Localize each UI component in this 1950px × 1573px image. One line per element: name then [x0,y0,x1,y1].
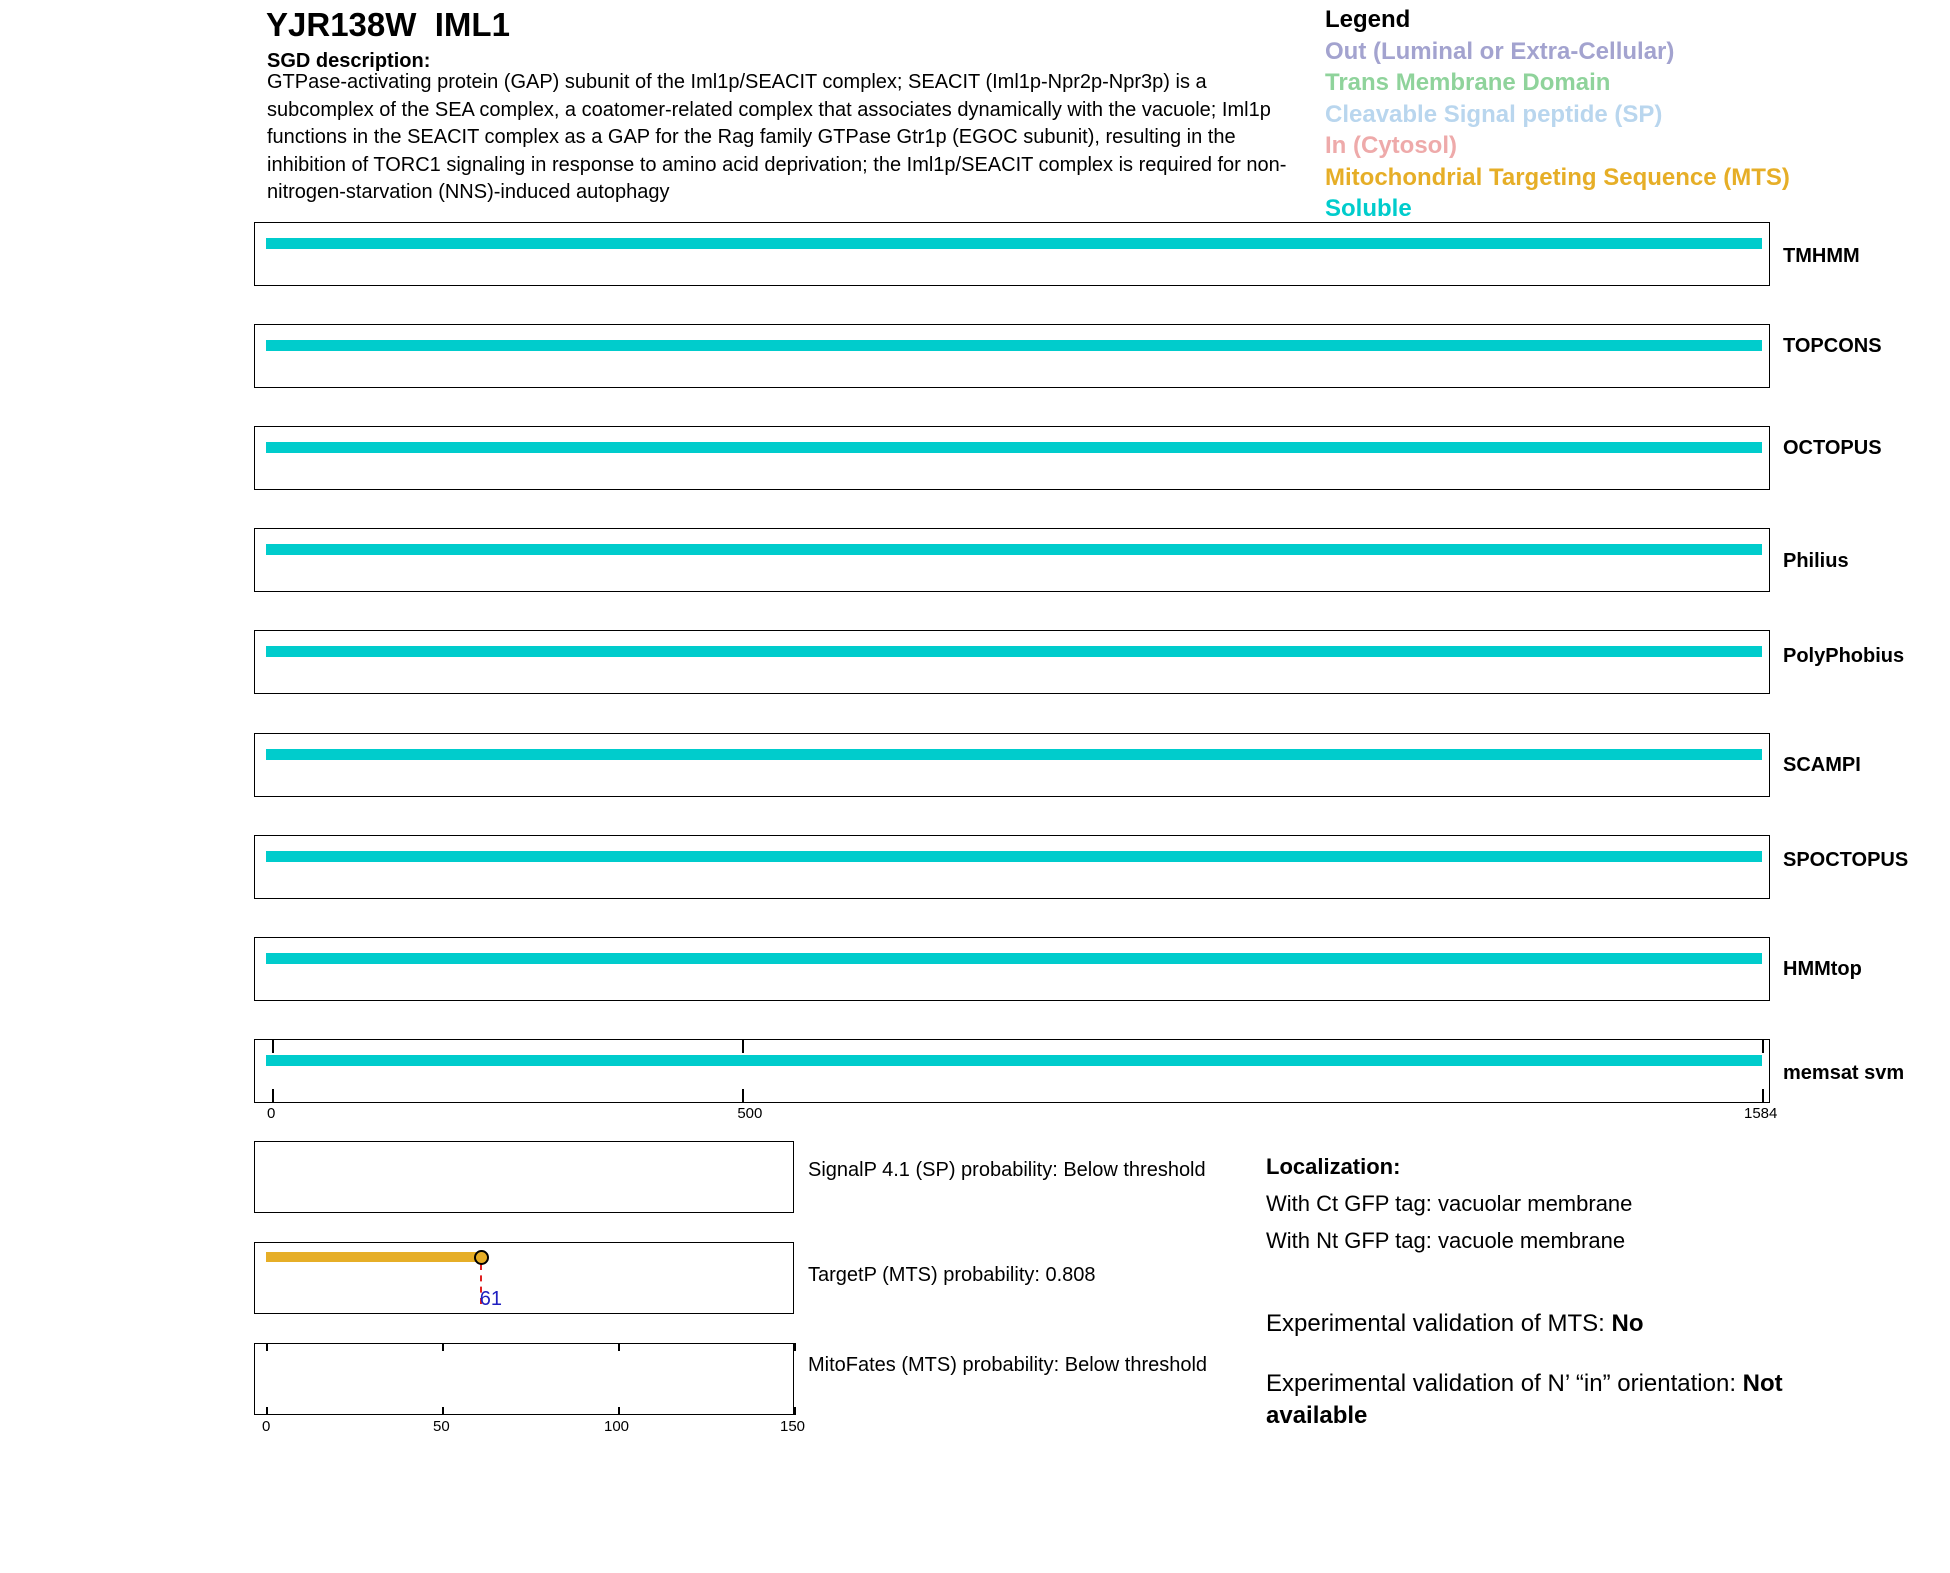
track-bar-scampi [266,749,1762,760]
localization-nt-gfp: With Nt GFP tag: vacuole membrane [1266,1228,1626,1253]
small-tick-label-150: 150 [780,1418,806,1435]
track-bar-tmhmm [266,238,1762,249]
experimental-orientation-value: Not available [1266,1370,1783,1429]
track-label-topcons: TOPCONS [1783,335,1882,357]
mitofates-box [254,1343,794,1415]
small-tick-mark-bottom [442,1407,444,1415]
track-philius [254,528,1770,592]
experimental-mts-value: No [1611,1310,1644,1337]
signalp-label: SignalP 4.1 (SP) probability: Below threshold [808,1159,1206,1181]
gene-name: IML1 [434,6,510,43]
main-tick-label-1584: 1584 [1744,1105,1778,1122]
track-spoctopus [254,835,1770,899]
main-tick-mark-bottom [742,1089,744,1103]
legend-title: Legend [1325,6,1411,33]
legend-item-soluble: Soluble [1325,195,1412,222]
track-bar-octopus [266,442,1762,453]
track-label-polyphobius: PolyPhobius [1783,645,1905,667]
small-tick-mark-bottom [794,1407,796,1415]
legend-item-out: Out (Luminal or Extra-Cellular) [1325,37,1675,65]
track-label-scampi: SCAMPI [1783,754,1861,776]
legend-item-sp: Cleavable Signal peptide (SP) [1325,100,1663,128]
track-topcons [254,324,1770,388]
sgd-heading: SGD description: [267,50,431,72]
targetp-label: TargetP (MTS) probability: 0.808 [808,1264,1096,1286]
main-tick-mark-top [742,1039,744,1053]
track-label-philius: Philius [1783,550,1849,572]
small-tick-mark [266,1343,268,1351]
track-label-tmhmm: TMHMM [1783,245,1860,267]
localization-heading: Localization: [1266,1154,1401,1179]
signalp-box [254,1141,794,1213]
track-scampi [254,733,1770,797]
track-tmhmm [254,222,1770,286]
legend-item-tmd: Trans Membrane Domain [1325,69,1611,96]
track-bar-philius [266,544,1762,555]
gene-id: YJR138W [266,6,417,43]
small-tick-mark [442,1343,444,1351]
track-memsat-svm [254,1039,1770,1103]
targetp-cleavage-marker [474,1250,489,1265]
targetp-cleavage-label: 61 [479,1288,502,1310]
mitofates-label: MitoFates (MTS) probability: Below threshold [808,1354,1208,1376]
small-tick-mark-bottom [618,1407,620,1415]
sgd-description: GTPase-activating protein (GAP) subunit of the Iml1p/SEACIT complex; SEACIT (Iml1p-Npr2p-Npr3p) is a subcomplex of the SEA complex, a coatomer-related complex that associates dynamically with the vacuole; Iml1p functions in the SEACIT complex as a GAP for the Rag family GTPase Gtr1p (EGOC subunit), resulting in the inhibition of TORC1 signaling in response to amino acid deprivation; the Iml1p/SEACIT complex is required for non-nitrogen-starvation (NNS)-induced autophagy [267,71,1287,203]
track-bar-polyphobius [266,646,1762,657]
experimental-orientation [1266,1368,1866,1432]
targetp-mts-bar [266,1252,481,1262]
track-hmmtop [254,937,1770,1001]
main-tick-mark-top [1762,1039,1764,1053]
page-title [266,6,510,44]
main-tick-label-0: 0 [267,1105,276,1122]
legend [1325,4,1790,225]
track-label-spoctopus: SPOCTOPUS [1783,849,1909,871]
experimental-mts-label: Experimental validation of MTS: [1266,1310,1612,1337]
track-bar-topcons [266,340,1762,351]
track-bar-memsat-svm [266,1055,1762,1066]
main-tick-label-500: 500 [737,1105,763,1122]
localization [1266,1148,1632,1259]
small-tick-mark [618,1343,620,1351]
track-label-octopus: OCTOPUS [1783,437,1882,459]
track-octopus [254,426,1770,490]
small-tick-label-0: 0 [262,1418,271,1435]
main-tick-mark-top [272,1039,274,1053]
small-tick-label-100: 100 [604,1418,630,1435]
small-tick-mark [794,1343,796,1351]
experimental-orientation-label: Experimental validation of N’ “in” orientation: [1266,1370,1743,1397]
track-label-memsat-svm: memsat svm [1783,1062,1905,1084]
track-bar-hmmtop [266,953,1762,964]
localization-ct-gfp: With Ct GFP tag: vacuolar membrane [1266,1191,1633,1216]
main-tick-mark-bottom [1762,1089,1764,1103]
small-tick-mark-bottom [266,1407,268,1415]
experimental-mts [1266,1308,1866,1340]
legend-item-mts: Mitochondrial Targeting Sequence (MTS) [1325,163,1790,191]
small-tick-label-50: 50 [433,1418,450,1435]
legend-item-in: In (Cytosol) [1325,132,1457,159]
track-bar-spoctopus [266,851,1762,862]
main-tick-mark-bottom [272,1089,274,1103]
track-polyphobius [254,630,1770,694]
track-label-hmmtop: HMMtop [1783,958,1862,980]
